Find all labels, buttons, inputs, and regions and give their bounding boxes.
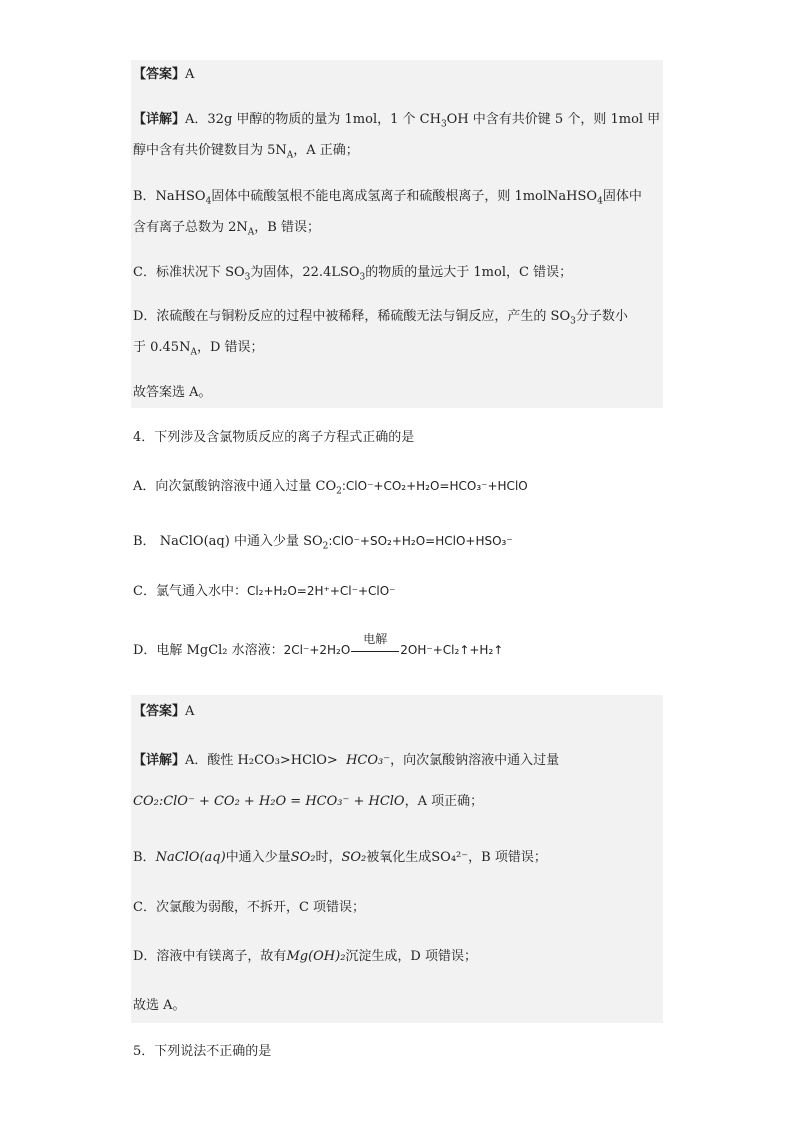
detail-line-c: C．标准状况下 $SO_3$为固体，$22.4LSO_3$的物质的量远大于 1mol，C 错误； [133,265,573,283]
option-c: C．氯气通入水中：Cl₂+H₂O=2H⁺+Cl⁻+ClO⁻ [133,584,396,599]
detail-line-d-cont: 于 $0.45N_A$，D 错误； [133,340,264,358]
conclusion-line: 故答案选 A。 [133,385,212,400]
answer-line [133,66,194,84]
answer-line [133,703,194,721]
option-d: D．电解 MgCl₂ 水溶液：2Cl⁻+2H₂O 电解 2OH⁻+Cl₂↑+H₂↑ [133,631,504,658]
option-a: A．向次氯酸钠溶液中通入过量 $CO_2:ClO^-+CO_2+H_2O=HCO_3^-+HClO$ [133,479,528,497]
question-stem: 5．下列说法不正确的是 [133,1044,272,1059]
detail-line-a-cont: 醇中含有共价键数目为 $5N_A$，A 正确； [133,143,359,161]
answer-label: 【答案】 [133,704,186,719]
answer-label: 【答案】 [133,67,186,82]
electrolysis-arrow: 电解 [351,642,399,660]
detail-line-b: B．NaHSO$_4$固体中硫酸氢根不能电离成氢离子和硫酸根离子，则 1molNaHSO$_4$固体中 [133,189,642,207]
answer-value: A [185,704,195,719]
conclusion-line: 故选 A。 [133,998,186,1013]
option-b: B． NaClO(aq) 中通入少量 $SO_2:ClO^-+SO_2+H_2O=HClO+HSO_3^-$ [133,534,513,552]
detail-line-d: D．浓硫酸在与铜粉反应的过程中被稀释，稀硫酸无法与铜反应，产生的 $SO_3$分子数小 [133,309,628,327]
detail-line-c: C．次氯酸为弱酸，不拆开，C 项错误； [133,900,366,915]
detail-label: 【详解】 [133,753,186,768]
detail-line-a-eq: CO₂:ClO⁻ + CO₂ + H₂O = HCO₃⁻ + HClO，A 项正确； [133,794,484,809]
detail-line-d: D．溶液中有镁离子，故有Mg(OH)₂沉淀生成，D 项错误； [133,949,477,964]
detail-line-b: B．NaClO(aq)中通入少量SO₂时，SO₂被氧化生成SO₄²⁻，B 项错误； [133,850,547,865]
detail-line-a: 【详解】A．32g 甲醇的物质的量为 1mol，1 个 $CH_3OH$ 中含有共价键 5 个，则 1mol 甲 [133,112,661,130]
question-stem: 4．下列涉及含氯物质反应的离子方程式正确的是 [133,430,415,445]
detail-line-b-cont: 含有离子总数为 $2N_A$，B 错误； [133,220,320,238]
answer-value: A [185,67,195,82]
detail-label: 【详解】 [133,112,186,127]
detail-line-a: 【详解】A．酸性 H₂CO₃>HClO> HCO₃⁻，向次氯酸钠溶液中通入过量 [133,753,560,768]
